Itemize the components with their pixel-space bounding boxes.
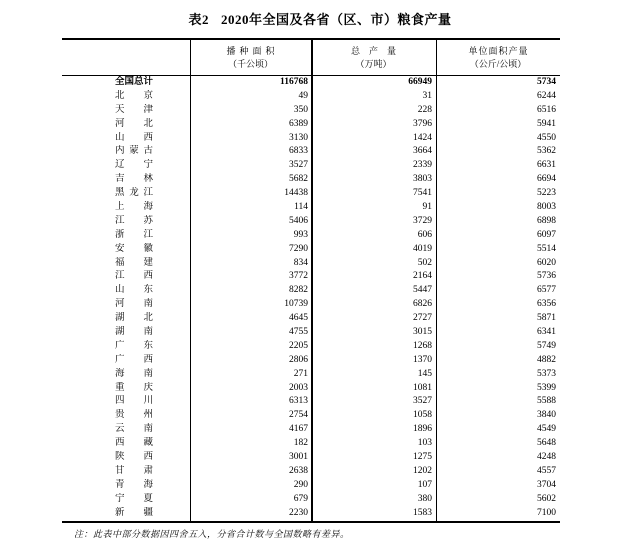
footnote: 注：此表中部分数据因四舍五入，分省合计数与全国数略有差异。	[74, 529, 350, 539]
region-name: 西藏	[115, 438, 153, 449]
header-region	[62, 40, 190, 75]
output-value: 3796	[413, 118, 432, 129]
sown-area-value: 834	[293, 257, 308, 268]
output-value: 107	[417, 479, 432, 490]
table-row	[62, 145, 560, 159]
output-value: 3729	[413, 215, 432, 226]
region-cell	[62, 507, 190, 521]
region-cell	[62, 437, 190, 451]
sown-area-value: 49	[298, 90, 308, 101]
yield-value: 5514	[537, 243, 556, 254]
table-row	[62, 90, 560, 104]
region-cell	[62, 284, 190, 298]
region-cell	[62, 326, 190, 340]
region-name: 上海	[115, 202, 153, 213]
region-name: 辽宁	[115, 160, 153, 171]
yield-value: 5373	[537, 368, 556, 379]
region-cell	[62, 159, 190, 173]
region-cell	[62, 479, 190, 493]
region-cell	[62, 173, 190, 187]
table-row	[62, 340, 560, 354]
header-unit-yield-label: 单位面积产量	[468, 46, 529, 56]
sown-area-value: 2754	[289, 410, 308, 421]
header-total-output-label: 总产量	[350, 46, 405, 56]
sown-area-value: 8282	[289, 285, 308, 296]
sown-area-value: 5406	[289, 215, 308, 226]
region-name: 河北	[115, 118, 153, 129]
yield-value: 4550	[537, 132, 556, 143]
region-cell	[62, 312, 190, 326]
sown-area-value: 7290	[289, 243, 308, 254]
output-value: 66949	[408, 77, 432, 87]
header-unit-yield	[436, 40, 560, 75]
yield-value: 5223	[537, 188, 556, 199]
yield-value: 4549	[537, 424, 556, 435]
header-sown-area-label: 播种面积	[226, 46, 279, 56]
region-name: 贵州	[115, 410, 153, 421]
region-name: 青海	[115, 479, 153, 490]
region-cell	[62, 465, 190, 479]
region-name: 北京	[115, 90, 153, 101]
sown-area-value: 993	[293, 229, 308, 240]
region-name: 安徽	[115, 243, 153, 254]
output-value: 3803	[413, 174, 432, 185]
region-name: 江苏	[115, 215, 153, 226]
region-name: 山东	[115, 285, 153, 296]
yield-value: 7100	[537, 507, 556, 518]
output-value: 3015	[413, 327, 432, 338]
region-cell	[62, 395, 190, 409]
table-number: 表2	[188, 12, 209, 27]
sown-area-value: 10739	[284, 299, 308, 310]
sown-area-value: 4755	[289, 327, 308, 338]
region-cell	[62, 493, 190, 507]
sown-area-value: 4167	[289, 424, 308, 435]
grain-production-table	[62, 38, 560, 523]
yield-value: 5602	[537, 493, 556, 504]
output-value: 3527	[413, 396, 432, 407]
region-name: 重庆	[115, 382, 153, 393]
region-cell	[62, 76, 190, 90]
yield-value: 8003	[537, 202, 556, 213]
output-value: 1896	[413, 424, 432, 435]
table-row	[62, 298, 560, 312]
yield-value: 3704	[537, 479, 556, 490]
header-total-output-unit: （万吨）	[355, 59, 392, 69]
table-body	[62, 76, 560, 521]
output-value: 31	[422, 90, 432, 101]
region-cell	[62, 132, 190, 146]
yield-value: 5734	[537, 77, 556, 87]
region-cell	[62, 243, 190, 257]
region-cell	[62, 145, 190, 159]
output-value: 103	[417, 438, 432, 449]
table-header	[62, 40, 560, 76]
table-row	[62, 215, 560, 229]
region-cell	[62, 104, 190, 118]
output-value: 1424	[413, 132, 432, 143]
sown-area-value: 2205	[289, 340, 308, 351]
region-name: 广东	[115, 340, 153, 351]
region-cell	[62, 201, 190, 215]
sown-area-value: 2003	[289, 382, 308, 393]
output-value: 1202	[413, 465, 432, 476]
region-name: 福建	[115, 257, 153, 268]
output-value: 228	[417, 104, 432, 115]
output-value: 1058	[413, 410, 432, 421]
yield-value: 6631	[537, 160, 556, 171]
yield-value: 4248	[537, 452, 556, 463]
region-cell	[62, 382, 190, 396]
table-row	[62, 465, 560, 479]
table-row	[62, 382, 560, 396]
table-row	[62, 326, 560, 340]
table-row	[62, 409, 560, 423]
sown-area-value: 3527	[289, 160, 308, 171]
header-sown-area-unit: （千公顷）	[227, 59, 273, 69]
yield-value: 5588	[537, 396, 556, 407]
region-name: 河南	[115, 299, 153, 310]
region-name: 湖北	[115, 313, 153, 324]
region-cell	[62, 368, 190, 382]
region-name: 海南	[115, 368, 153, 379]
yield-value: 6694	[537, 174, 556, 185]
sown-area-value: 4645	[289, 313, 308, 324]
region-name: 吉林	[115, 174, 153, 185]
output-value: 7541	[413, 188, 432, 199]
region-name: 宁夏	[115, 493, 153, 504]
region-cell	[62, 298, 190, 312]
region-name: 云南	[115, 424, 153, 435]
region-name: 全国总计	[115, 77, 154, 87]
table-row	[62, 257, 560, 271]
yield-value: 6341	[537, 327, 556, 338]
table-row	[62, 284, 560, 298]
yield-value: 6097	[537, 229, 556, 240]
output-value: 2339	[413, 160, 432, 171]
yield-value: 5648	[537, 438, 556, 449]
yield-value: 5399	[537, 382, 556, 393]
table-row	[62, 132, 560, 146]
output-value: 380	[417, 493, 432, 504]
output-value: 2727	[413, 313, 432, 324]
region-cell	[62, 118, 190, 132]
region-cell	[62, 90, 190, 104]
table-row	[62, 437, 560, 451]
table-row	[62, 312, 560, 326]
region-name: 新疆	[115, 507, 153, 518]
sown-area-value: 6389	[289, 118, 308, 129]
region-cell	[62, 423, 190, 437]
sown-area-value: 679	[293, 493, 308, 504]
region-name: 浙江	[115, 229, 153, 240]
table-row	[62, 423, 560, 437]
yield-value: 5941	[537, 118, 556, 129]
output-value: 4019	[413, 243, 432, 254]
sown-area-value: 271	[293, 368, 308, 379]
output-value: 1081	[413, 382, 432, 393]
sown-area-value: 6313	[289, 396, 308, 407]
region-cell	[62, 451, 190, 465]
table-row	[62, 354, 560, 368]
yield-value: 5871	[537, 313, 556, 324]
sown-area-value: 182	[293, 438, 308, 449]
table-row	[62, 104, 560, 118]
region-name: 天津	[115, 104, 153, 115]
output-value: 606	[417, 229, 432, 240]
region-name: 内蒙古	[115, 146, 153, 157]
table-row	[62, 229, 560, 243]
table-row	[62, 201, 560, 215]
table-row	[62, 173, 560, 187]
table-row	[62, 270, 560, 284]
region-name: 四川	[115, 396, 153, 407]
yield-value: 6020	[537, 257, 556, 268]
output-value: 91	[422, 202, 432, 213]
table-row	[62, 243, 560, 257]
table-row	[62, 493, 560, 507]
region-name: 广西	[115, 354, 153, 365]
table-row	[62, 187, 560, 201]
yield-value: 6516	[537, 104, 556, 115]
region-cell	[62, 354, 190, 368]
output-value: 145	[417, 368, 432, 379]
table-title-text: 2020年全国及各省（区、市）粮食产量	[221, 12, 452, 27]
header-unit-yield-unit: （公斤/公顷）	[469, 59, 527, 69]
sown-area-value: 3772	[289, 271, 308, 282]
table-row	[62, 507, 560, 521]
yield-value: 4557	[537, 465, 556, 476]
sown-area-value: 2806	[289, 354, 308, 365]
table-row	[62, 159, 560, 173]
sown-area-value: 14438	[284, 188, 308, 199]
output-value: 1370	[413, 354, 432, 365]
region-cell	[62, 229, 190, 243]
region-cell	[62, 270, 190, 284]
sown-area-value: 350	[293, 104, 308, 115]
yield-value: 3840	[537, 410, 556, 421]
yield-value: 6356	[537, 299, 556, 310]
yield-value: 5736	[537, 271, 556, 282]
region-cell	[62, 257, 190, 271]
sown-area-value: 3001	[289, 452, 308, 463]
region-name: 湖南	[115, 327, 153, 338]
sown-area-value: 114	[294, 202, 308, 213]
output-value: 5447	[413, 285, 432, 296]
table-row	[62, 118, 560, 132]
table-row	[62, 479, 560, 493]
yield-value: 6244	[537, 90, 556, 101]
sown-area-value: 2638	[289, 465, 308, 476]
yield-value: 5749	[537, 340, 556, 351]
output-value: 6826	[413, 299, 432, 310]
region-cell	[62, 409, 190, 423]
page-title	[0, 9, 640, 28]
yield-value: 5362	[537, 146, 556, 157]
output-value: 3664	[413, 146, 432, 157]
output-value: 502	[417, 257, 432, 268]
region-cell	[62, 340, 190, 354]
region-name: 山西	[115, 132, 153, 143]
region-cell	[62, 187, 190, 201]
yield-value: 4882	[537, 354, 556, 365]
region-name: 甘肃	[115, 465, 153, 476]
yield-value: 6577	[537, 285, 556, 296]
yield-value: 6898	[537, 215, 556, 226]
header-total-output	[311, 40, 436, 75]
table-row	[62, 451, 560, 465]
sown-area-value: 5682	[289, 174, 308, 185]
sown-area-value: 116768	[280, 77, 308, 87]
region-name: 黑龙江	[115, 188, 153, 199]
output-value: 2164	[413, 271, 432, 282]
region-cell	[62, 215, 190, 229]
output-value: 1583	[413, 507, 432, 518]
region-name: 陕西	[115, 452, 153, 463]
sown-area-value: 6833	[289, 146, 308, 157]
sown-area-value: 3130	[289, 132, 308, 143]
table-row	[62, 368, 560, 382]
sown-area-value: 290	[293, 479, 308, 490]
output-value: 1268	[413, 340, 432, 351]
table-row	[62, 395, 560, 409]
table-row	[62, 76, 560, 90]
sown-area-value: 2230	[289, 507, 308, 518]
region-name: 江西	[115, 271, 153, 282]
header-sown-area	[190, 40, 311, 75]
output-value: 1275	[413, 452, 432, 463]
